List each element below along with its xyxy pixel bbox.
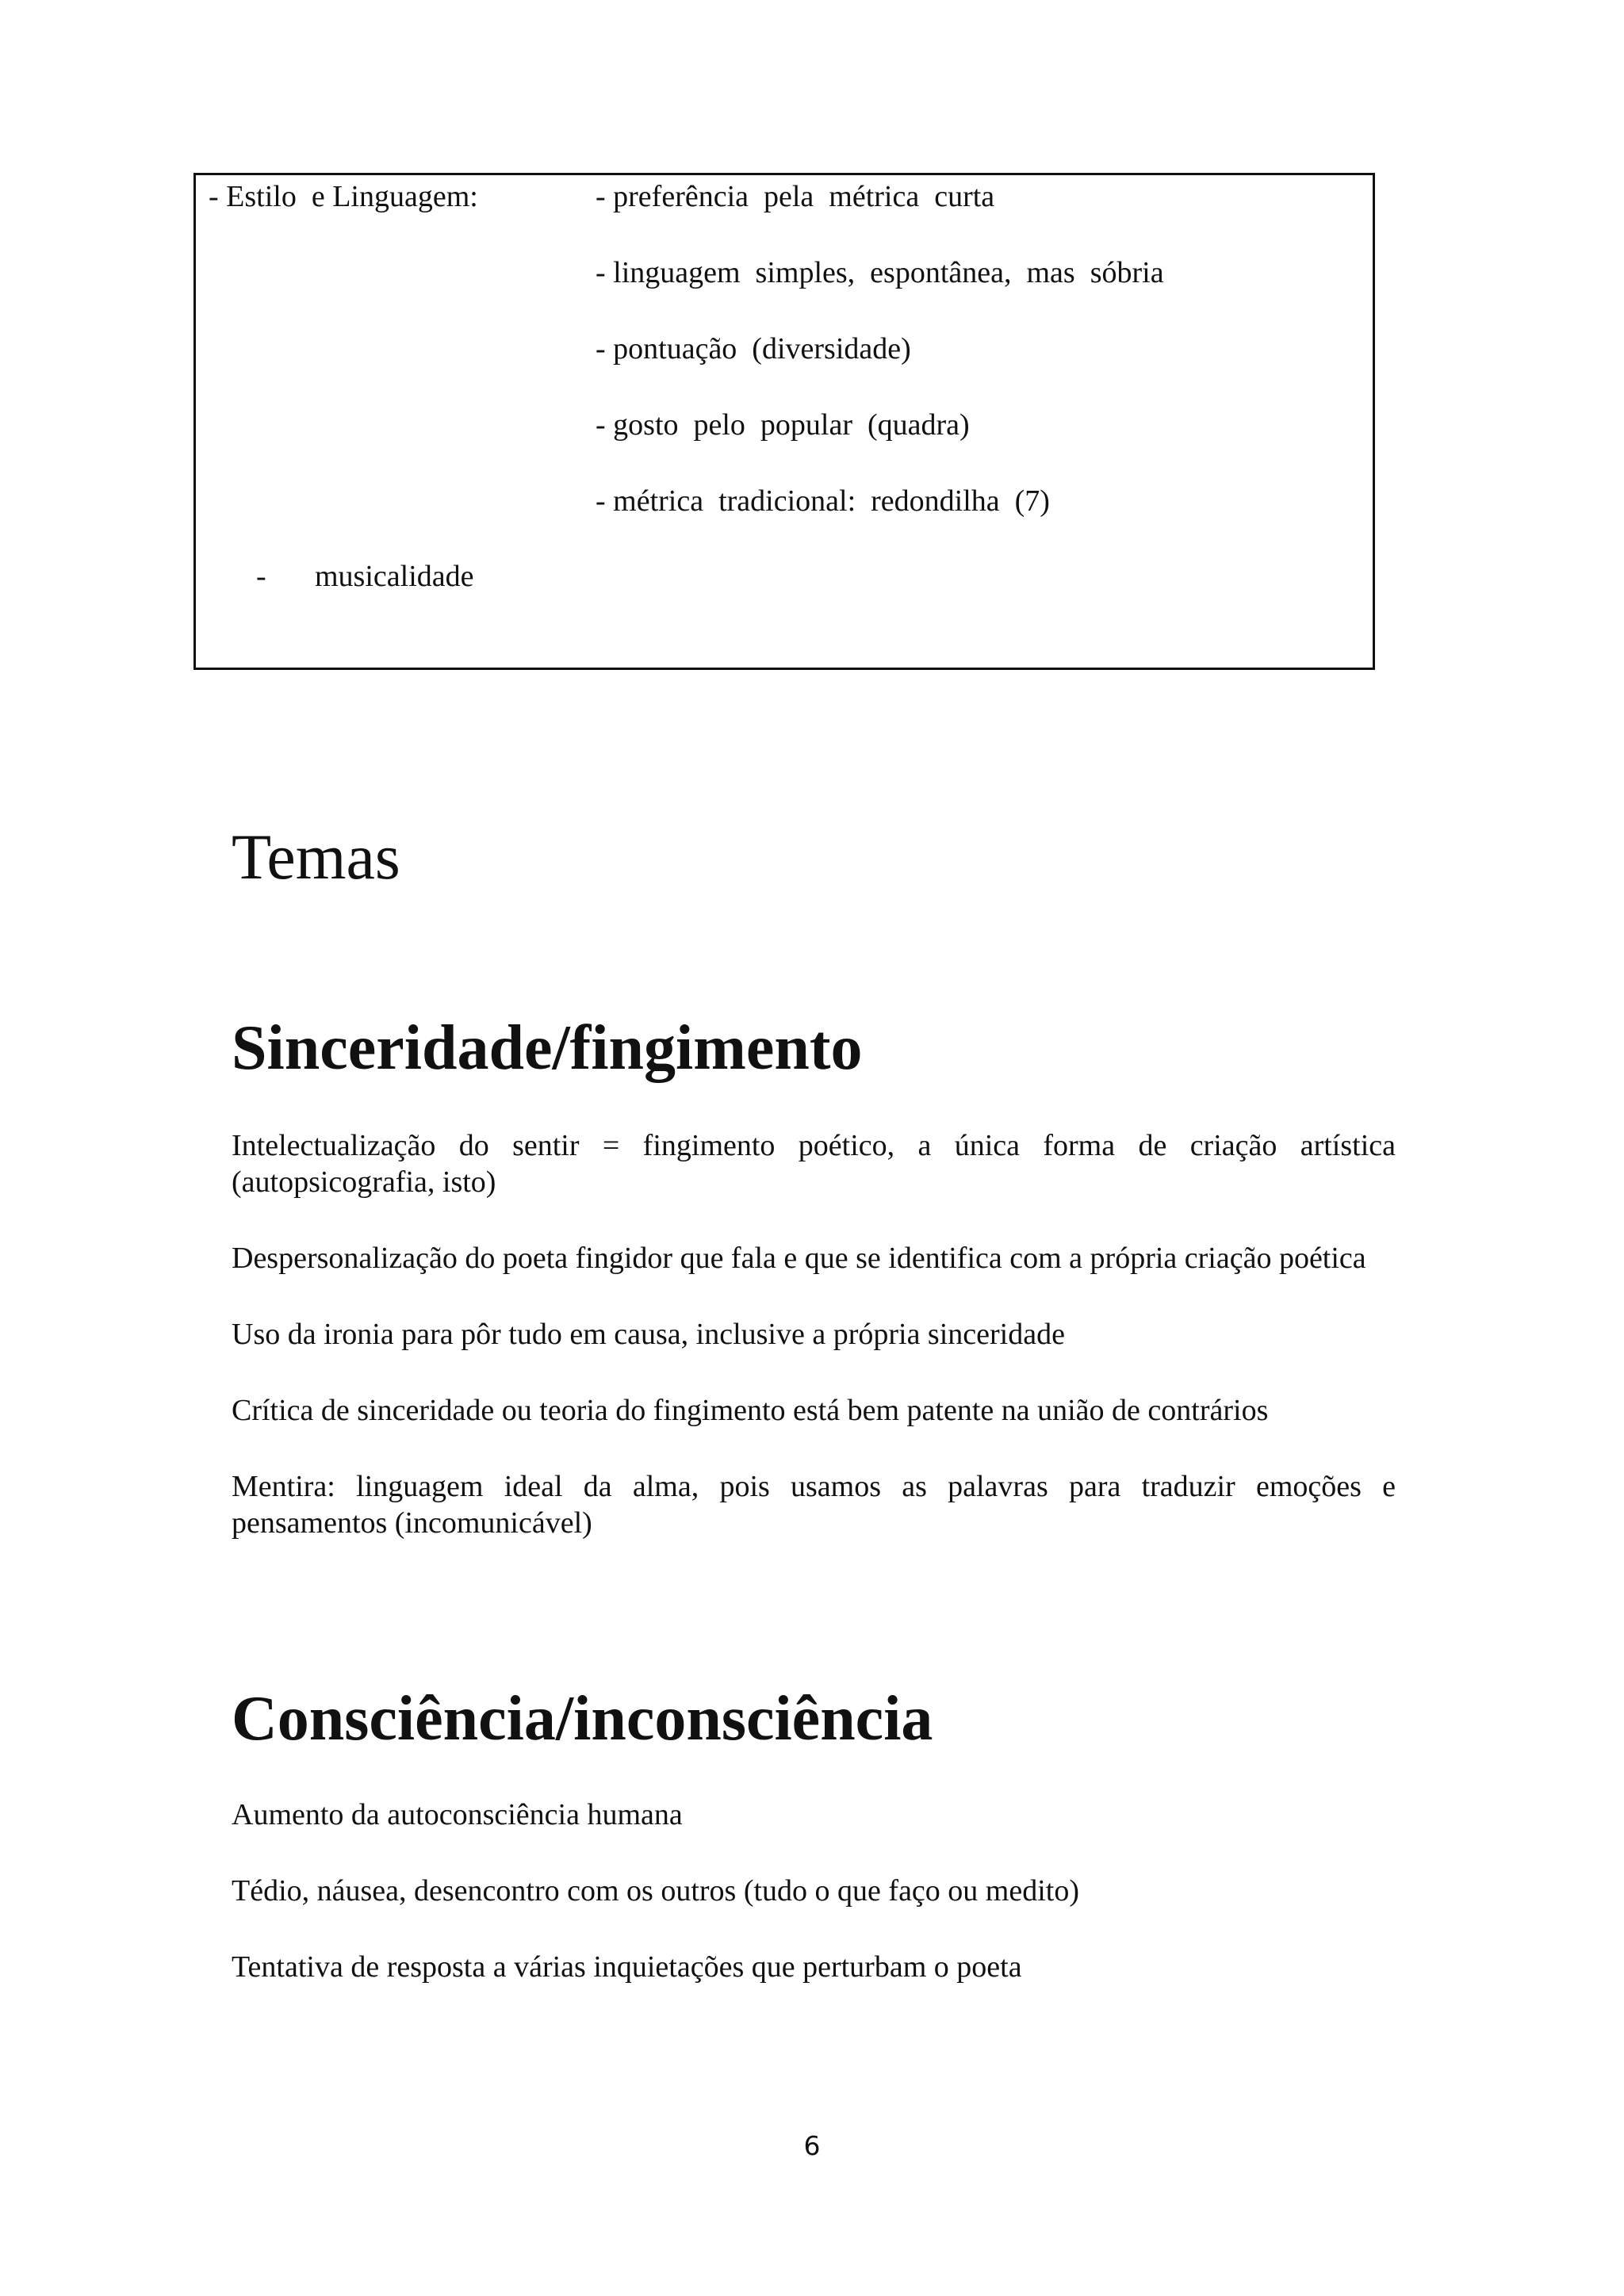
list-item: - pontuação (diversidade) (596, 332, 911, 365)
paragraph: Crítica de sinceridade ou teoria do fingimento está bem patente na união de contrários (232, 1394, 1269, 1427)
section-body-consciencia (232, 1797, 1396, 2025)
section-title-consciencia: Consciência/inconsciência (232, 1684, 933, 1754)
paragraph: Despersonalização do poeta fingidor que fala e que se identifica com a própria criação poética (232, 1242, 1366, 1275)
box-extra-text: musicalidade (315, 560, 474, 593)
paragraph: Tédio, náusea, desencontro com os outros (tudo o que faço ou medito) (232, 1874, 1079, 1908)
style-language-box (193, 173, 1375, 670)
box-label: - Estilo e Linguagem: (209, 180, 478, 213)
page-number: 6 (803, 2130, 821, 2161)
box-item-list (596, 182, 1164, 562)
section-title-sinceridade: Sinceridade/fingimento (232, 1013, 863, 1083)
paragraph: Intelectualização do sentir = fingimento poético, a única forma de criação artística (autopsicografia, isto) (232, 1129, 1396, 1199)
list-item: - gosto pelo popular (quadra) (596, 408, 970, 442)
paragraph: Aumento da autoconsciência humana (232, 1798, 683, 1831)
box-extra-item (256, 561, 473, 591)
bullet-dash: - (256, 560, 266, 593)
paragraph: Mentira: linguagem ideal da alma, pois usamos as palavras para traduzir emoções e pensamentos (incomunicável) (232, 1470, 1396, 1540)
section-body-sinceridade (232, 1127, 1396, 1581)
paragraph: Tentativa de resposta a várias inquietações que perturbam o poeta (232, 1950, 1022, 1984)
paragraph: Uso da ironia para pôr tudo em causa, inclusive a própria sinceridade (232, 1318, 1065, 1351)
list-item: - preferência pela métrica curta (596, 180, 995, 213)
list-item: - métrica tradicional: redondilha (7) (596, 484, 1050, 518)
list-item: - linguagem simples, espontânea, mas sóbria (596, 256, 1164, 289)
temas-heading: Temas (232, 821, 400, 893)
